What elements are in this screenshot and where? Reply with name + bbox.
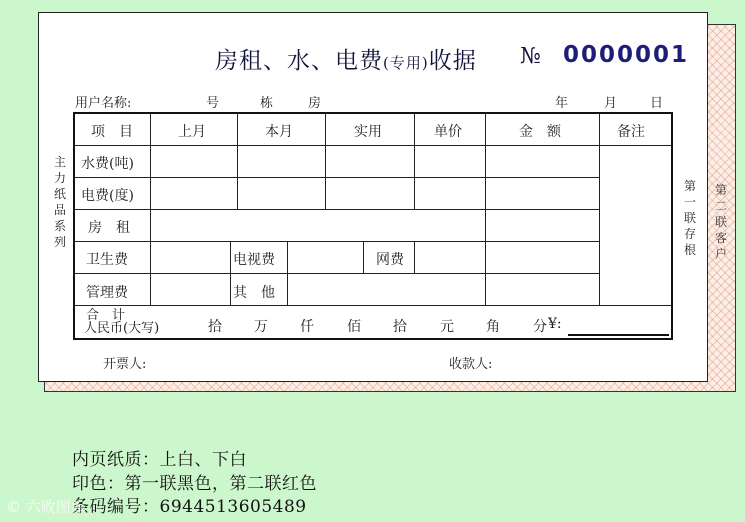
room-label: 房 xyxy=(308,96,322,111)
amount-underline xyxy=(568,334,669,336)
header-actual: 实用 xyxy=(354,124,382,140)
row-tv: 电视费 xyxy=(233,252,275,268)
row-sanitation: 卫生费 xyxy=(86,252,128,268)
row-rent: 房 租 xyxy=(88,220,130,236)
month-label: 月 xyxy=(604,96,618,111)
receipt-table xyxy=(73,112,673,340)
unit-fen: 分 xyxy=(533,319,547,335)
brand-series-label: 主力纸品系列 xyxy=(53,155,66,249)
unit-shi-1: 拾 xyxy=(208,319,222,335)
receipt-title: 房租、水、电费(专用)收据 xyxy=(215,48,477,74)
number-symbol: № xyxy=(520,44,541,69)
year-label: 年 xyxy=(555,96,569,111)
header-remarks: 备注 xyxy=(617,124,645,140)
building-label: 栋 xyxy=(260,96,274,111)
number-label: 号 xyxy=(206,96,220,111)
rmb-label: 人民币(大写) xyxy=(84,321,160,336)
row-internet: 网费 xyxy=(376,252,404,268)
unit-jiao: 角 xyxy=(486,319,500,335)
user-name-label: 用户名称: xyxy=(75,96,132,111)
customer-copy-label: 第二联客户 xyxy=(714,183,727,261)
header-amount: 金 额 xyxy=(519,124,561,140)
unit-wan: 万 xyxy=(254,319,268,335)
serial-number: 0000001 xyxy=(563,42,690,68)
header-item: 项 目 xyxy=(91,124,133,140)
row-electric: 电费(度) xyxy=(81,188,134,204)
watermark-logo: © 六败图库 xyxy=(6,498,86,516)
row-management: 管理费 xyxy=(86,285,128,301)
unit-shi-2: 拾 xyxy=(393,319,407,335)
paper-quality-note: 内页纸质：上白、下白 xyxy=(72,450,247,470)
row-water: 水费(吨) xyxy=(81,156,134,172)
issuer-label: 开票人: xyxy=(103,357,147,372)
payee-label: 收款人: xyxy=(449,357,493,372)
copyright-icon: © xyxy=(6,498,21,516)
day-label: 日 xyxy=(650,96,664,111)
header-unit-price: 单价 xyxy=(434,124,462,140)
yen-symbol: ¥: xyxy=(548,316,562,332)
header-last-month: 上月 xyxy=(178,124,206,140)
print-color-note: 印色：第一联黑色，第二联红色 xyxy=(72,474,317,494)
unit-bai: 佰 xyxy=(347,319,361,335)
total-label: 合 计 xyxy=(86,308,126,323)
stub-copy-label: 第一联存根 xyxy=(683,179,696,257)
unit-yuan: 元 xyxy=(440,319,454,335)
row-other: 其 他 xyxy=(233,285,275,301)
header-this-month: 本月 xyxy=(265,124,293,140)
unit-qian: 仟 xyxy=(300,319,314,335)
barcode-note: 条码编号：6944513605489 xyxy=(72,497,307,517)
